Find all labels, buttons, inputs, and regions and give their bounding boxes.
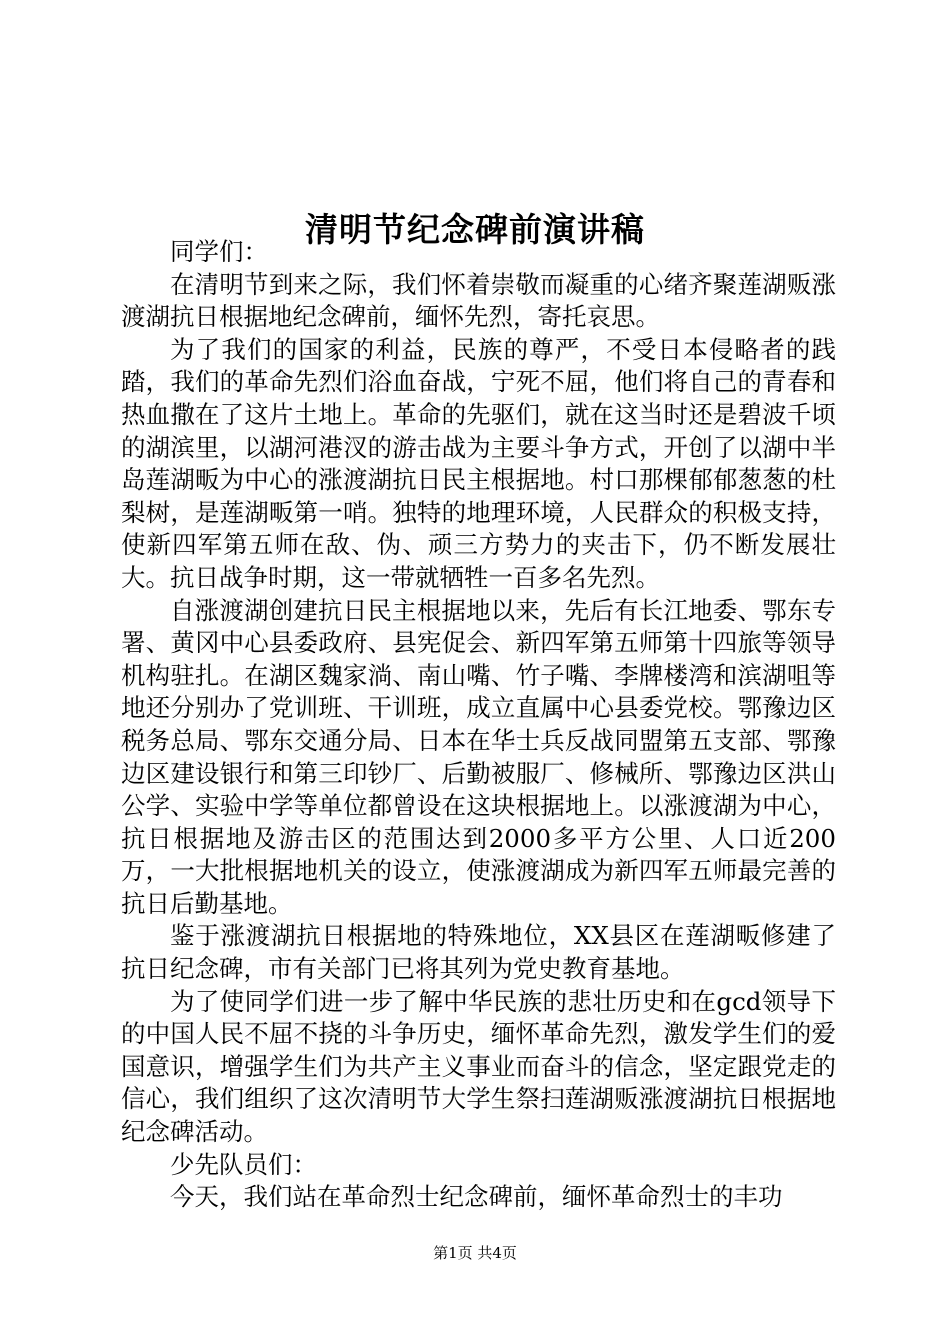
- paragraph: 为了我们的国家的利益，民族的尊严，不受日本侵略者的践踏，我们的革命先烈们浴血奋战，宁死不屈，他们将自己的青春和热血撒在了这片土地上。革命的先驱们，就在这当时还是碧波千顷的湖滨里，以湖河港汊的游击战为主要斗争方式，开创了以湖中半岛莲湖畈为中心的涨渡湖抗日民主根据地。村口那棵郁郁葱葱的杜梨树，是莲湖畈第一哨。独特的地理环境，人民群众的积极支持，使新四军第五师在敌、伪、顽三方势力的夹击下，仍不断发展壮大。抗日战争时期，这一带就牺牲一百多名先烈。: [121, 334, 836, 592]
- page-number-footer: 第1页 共4页: [433, 1244, 517, 1262]
- paragraph: 今天，我们站在革命烈士纪念碑前，缅怀革命烈士的丰功: [170, 1182, 783, 1212]
- paragraph: 鉴于涨渡湖抗日根据地的特殊地位，XX县区在莲湖畈修建了抗日纪念碑，市有关部门已将其列为党史教育基地。: [121, 921, 836, 984]
- paragraph-greeting: 同学们：: [170, 237, 268, 266]
- document-title: 清明节纪念碑前演讲稿: [305, 210, 645, 250]
- document-body: [121, 236, 836, 1214]
- paragraph: 在清明节到来之际，我们怀着崇敬而凝重的心绪齐聚莲湖贩涨渡湖抗日根据地纪念碑前，缅怀先烈，寄托哀思。: [121, 269, 836, 332]
- paragraph: 为了使同学们进一步了解中华民族的悲壮历史和在gcd领导下的中国人民不屈不挠的斗争历史，缅怀革命先烈，激发学生们的爱国意识，增强学生们为共产主义事业而奋斗的信念，坚定跟党走的信心，我们组织了这次清明节大学生祭扫莲湖贩涨渡湖抗日根据地纪念碑活动。: [121, 986, 836, 1147]
- paragraph: 自涨渡湖创建抗日民主根据地以来，先后有长江地委、鄂东专署、黄冈中心县委政府、县宪促会、新四军第五师第十四旅等领导机构驻扎。在湖区魏家淌、南山嘴、竹子嘴、李牌楼湾和滨湖咀等地还分别办了党训班、干训班，成立直属中心县委党校。鄂豫边区税务总局、鄂东交通分局、日本在华士兵反战同盟第五支部、鄂豫边区建设银行和第三印钞厂、后勤被服厂、修械所、鄂豫边区洪山公学、实验中学等单位都曾设在这块根据地上。以涨渡湖为中心，抗日根据地及游击区的范围达到2000多平方公里、人口近200万，一大批根据地机关的设立，使涨渡湖成为新四军五师最完善的抗日后勤基地。: [121, 595, 836, 918]
- paragraph-greeting: 少先队员们：: [170, 1149, 317, 1179]
